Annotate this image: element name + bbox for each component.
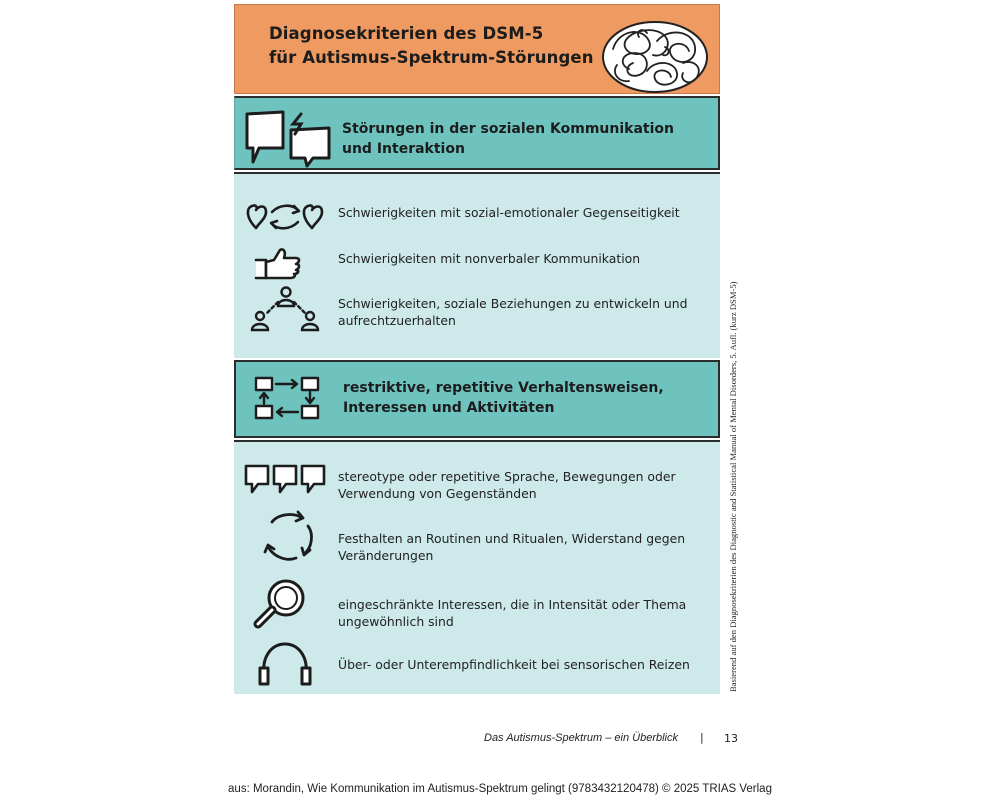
item-text: [338, 656, 690, 673]
item-text-line-1: stereotype oder repetitive Sprache, Bewegungen oder: [338, 469, 676, 484]
item-text: [338, 250, 640, 267]
item-text-line-2: Verwendung von Gegenständen: [338, 486, 537, 501]
people-network-icon: [248, 286, 322, 332]
item-text-line-1: Schwierigkeiten, soziale Beziehungen zu entwickeln und: [338, 296, 688, 311]
page-number: 13: [724, 732, 738, 745]
item-text-line-1: Schwierigkeiten mit sozial-emotionaler Gegenseitigkeit: [338, 205, 680, 220]
item-text: [338, 596, 686, 630]
item-text-line-1: Über- oder Unterempfindlichkeit bei sensorischen Reizen: [338, 657, 690, 672]
section-1-heading: [342, 119, 674, 159]
cycle-arrows-icon: [260, 506, 320, 566]
tangled-scribble-icon: [599, 19, 711, 95]
section-restrictive-behavior-body: [234, 440, 720, 694]
section-2-heading: [343, 378, 664, 418]
headphones-icon: [256, 638, 314, 688]
title-line-1: Diagnosekriterien des DSM-5: [269, 24, 544, 43]
section-social-communication-body: [234, 172, 720, 358]
section-social-communication-header: [234, 96, 720, 170]
item-text-line-1: Schwierigkeiten mit nonverbaler Kommunikation: [338, 251, 641, 266]
item-text-line-2: aufrechtzuerhalten: [338, 313, 456, 328]
source-side-note: Basierend auf den Diagnosekriterien des Diagnostic and Statistical Manual of Mental Disorders, 5. Aufl. (kurz DSM-5): [728, 281, 738, 692]
item-text: [338, 204, 680, 221]
item-text-line-2: ungewöhnlich sind: [338, 614, 454, 629]
page-title: [269, 22, 594, 70]
item-text-line-2: Veränderungen: [338, 548, 434, 563]
section-restrictive-behavior-header: [234, 360, 720, 438]
item-text-line-1: Festhalten an Routinen und Ritualen, Widerstand gegen: [338, 531, 686, 546]
footer-separator: |: [700, 731, 704, 744]
section-2-heading-line-1: restriktive, repetitive Verhaltensweisen,: [343, 380, 664, 396]
item-text: [338, 530, 685, 564]
section-1-heading-line-1: Störungen in der sozialen Kommunikation: [342, 121, 674, 137]
speech-bubbles-icon: [243, 108, 333, 166]
flow-boxes-icon: [252, 374, 324, 422]
three-bubbles-icon: [244, 462, 328, 496]
hearts-exchange-icon: [244, 200, 326, 232]
item-text: [338, 468, 676, 502]
title-banner: [234, 4, 720, 94]
magnifier-icon: [252, 576, 310, 636]
section-2-heading-line-2: Interessen und Aktivitäten: [343, 400, 555, 416]
running-title: Das Autismus-Spektrum – ein Überblick: [484, 732, 678, 744]
item-text: [338, 295, 687, 329]
item-text-line-1: eingeschränkte Interessen, die in Intensität oder Thema: [338, 597, 687, 612]
title-line-2: für Autismus-Spektrum-Störungen: [269, 48, 594, 67]
thumbs-up-icon: [254, 246, 304, 282]
section-1-heading-line-2: und Interaktion: [342, 141, 465, 157]
source-citation: aus: Morandin, Wie Kommunikation im Autismus-Spektrum gelingt (9783432120478) © 2025 TRIAS Verlag: [228, 783, 772, 795]
